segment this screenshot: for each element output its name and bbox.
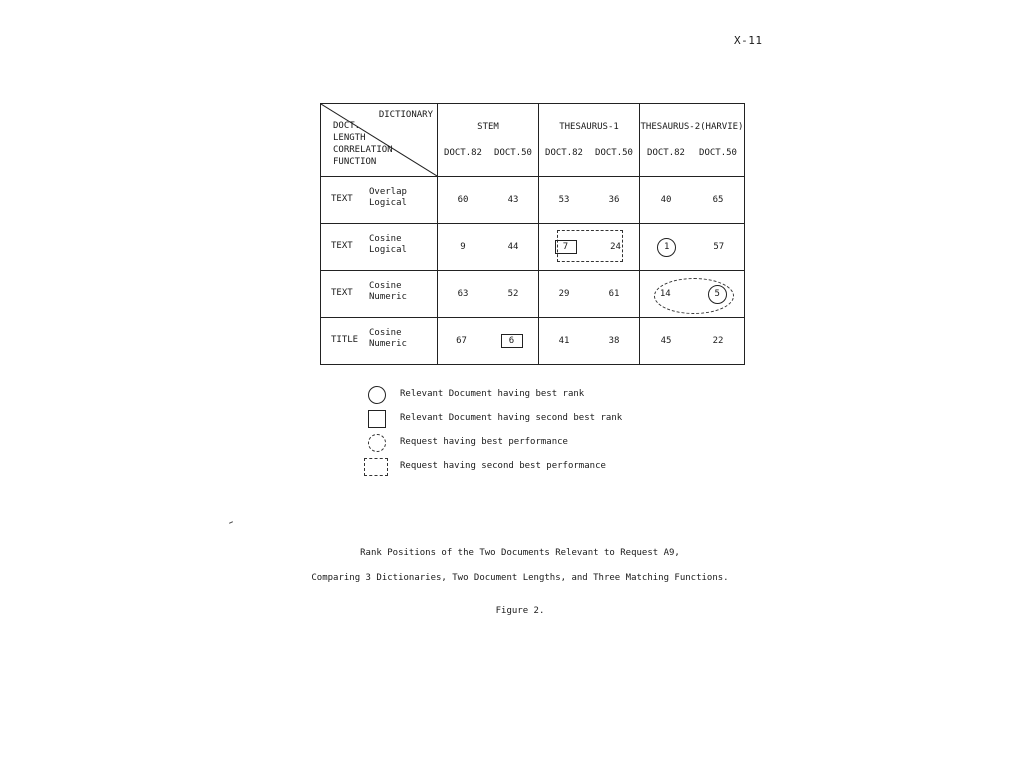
row-label	[321, 318, 438, 365]
function-name: Cosine	[369, 281, 402, 291]
caption-line-2: Comparing 3 Dictionaries, Two Document Lengths, and Three Matching Functions.	[311, 573, 729, 583]
doc-length-label: DOCT.50	[494, 148, 532, 158]
doc-length-label: DOCT.82	[545, 148, 583, 158]
dictionary-header-thesaurus-2	[640, 104, 745, 177]
doc-length-label: DOCT.50	[595, 148, 633, 158]
rank-value: 60	[457, 195, 469, 205]
value-cell	[438, 177, 539, 224]
value-cell	[438, 271, 539, 318]
value-cell	[640, 271, 745, 318]
rank-value: 29	[558, 289, 570, 299]
rank-value: 5	[708, 285, 727, 304]
table-header-row	[321, 104, 745, 177]
legend-text: Request having best performance	[400, 437, 568, 447]
function-name: Overlap	[369, 187, 407, 197]
rank-value: 40	[660, 195, 672, 205]
rank-value: 14	[659, 289, 671, 299]
function-type: Logical	[369, 245, 407, 255]
solid-square-icon	[368, 410, 386, 428]
caption-line-1: Rank Positions of the Two Documents Relevant to Request A9,	[360, 548, 680, 558]
row-label	[321, 224, 438, 271]
corner-line: DOCT.	[333, 121, 361, 131]
matched-field: TEXT	[331, 241, 353, 251]
rank-value: 38	[608, 336, 620, 346]
rank-value: 43	[507, 195, 519, 205]
doc-length-label: DOCT.82	[444, 148, 482, 158]
function-name: Cosine	[369, 234, 402, 244]
solid-circle-icon	[368, 386, 386, 404]
matched-field: TEXT	[331, 194, 353, 204]
corner-cell	[321, 104, 438, 177]
value-cell	[438, 318, 539, 365]
dictionary-name: THESAURUS-2(HARVIE)	[640, 122, 744, 132]
value-cell	[640, 224, 745, 271]
value-cell	[539, 224, 640, 271]
rank-value: 36	[608, 195, 620, 205]
page-number: X-11	[734, 34, 763, 47]
legend-text: Request having second best performance	[400, 461, 606, 471]
value-cell	[640, 318, 745, 365]
value-cell	[539, 177, 640, 224]
value-cell	[539, 271, 640, 318]
corner-row-labels	[333, 120, 393, 168]
rank-value: 63	[457, 289, 469, 299]
rank-value: 9	[460, 242, 466, 252]
value-cell	[539, 318, 640, 365]
dictionary-header-thesaurus-1	[539, 104, 640, 177]
rank-value: 1	[657, 238, 676, 257]
doc-length-label: DOCT.82	[647, 148, 685, 158]
row-label	[321, 271, 438, 318]
dashed-square-icon	[364, 458, 388, 476]
corner-line: LENGTH	[333, 133, 366, 143]
rank-value: 52	[507, 289, 519, 299]
dictionary-name: STEM	[477, 122, 499, 132]
corner-dictionary-label: DICTIONARY	[378, 110, 433, 120]
legend-text: Relevant Document having best rank	[400, 389, 585, 399]
legend-text: Relevant Document having second best rank	[400, 413, 623, 423]
corner-line: CORRELATION	[333, 145, 393, 155]
row-label	[321, 177, 438, 224]
function-type: Logical	[369, 198, 407, 208]
doc-length-label: DOCT.50	[699, 148, 737, 158]
stray-mark	[229, 521, 233, 524]
rank-value: 41	[558, 336, 570, 346]
rank-value: 61	[608, 289, 620, 299]
value-cell	[438, 224, 539, 271]
rank-value: 24	[610, 242, 621, 252]
rank-value: 53	[558, 195, 570, 205]
rank-value: 65	[712, 195, 724, 205]
rank-value: 22	[712, 336, 724, 346]
dictionary-header-stem	[438, 104, 539, 177]
rank-value: 6	[501, 334, 523, 348]
rank-value: 67	[456, 336, 467, 346]
rank-table	[320, 103, 745, 365]
table-row	[321, 177, 745, 224]
table-row	[321, 224, 745, 271]
rank-value: 7	[555, 240, 577, 254]
dictionary-name: THESAURUS-1	[559, 122, 619, 132]
matched-field: TEXT	[331, 288, 353, 298]
table-row	[321, 271, 745, 318]
rank-value: 45	[660, 336, 672, 346]
function-type: Numeric	[369, 292, 407, 302]
figure-label: Figure 2.	[495, 606, 545, 616]
matched-field: TITLE	[331, 335, 359, 345]
rank-value: 44	[507, 242, 519, 252]
value-cell	[640, 177, 745, 224]
dashed-circle-icon	[368, 434, 386, 452]
table-row	[321, 318, 745, 365]
rank-value: 57	[713, 242, 725, 252]
corner-line: FUNCTION	[333, 157, 377, 167]
function-type: Numeric	[369, 339, 407, 349]
function-name: Cosine	[369, 328, 402, 338]
